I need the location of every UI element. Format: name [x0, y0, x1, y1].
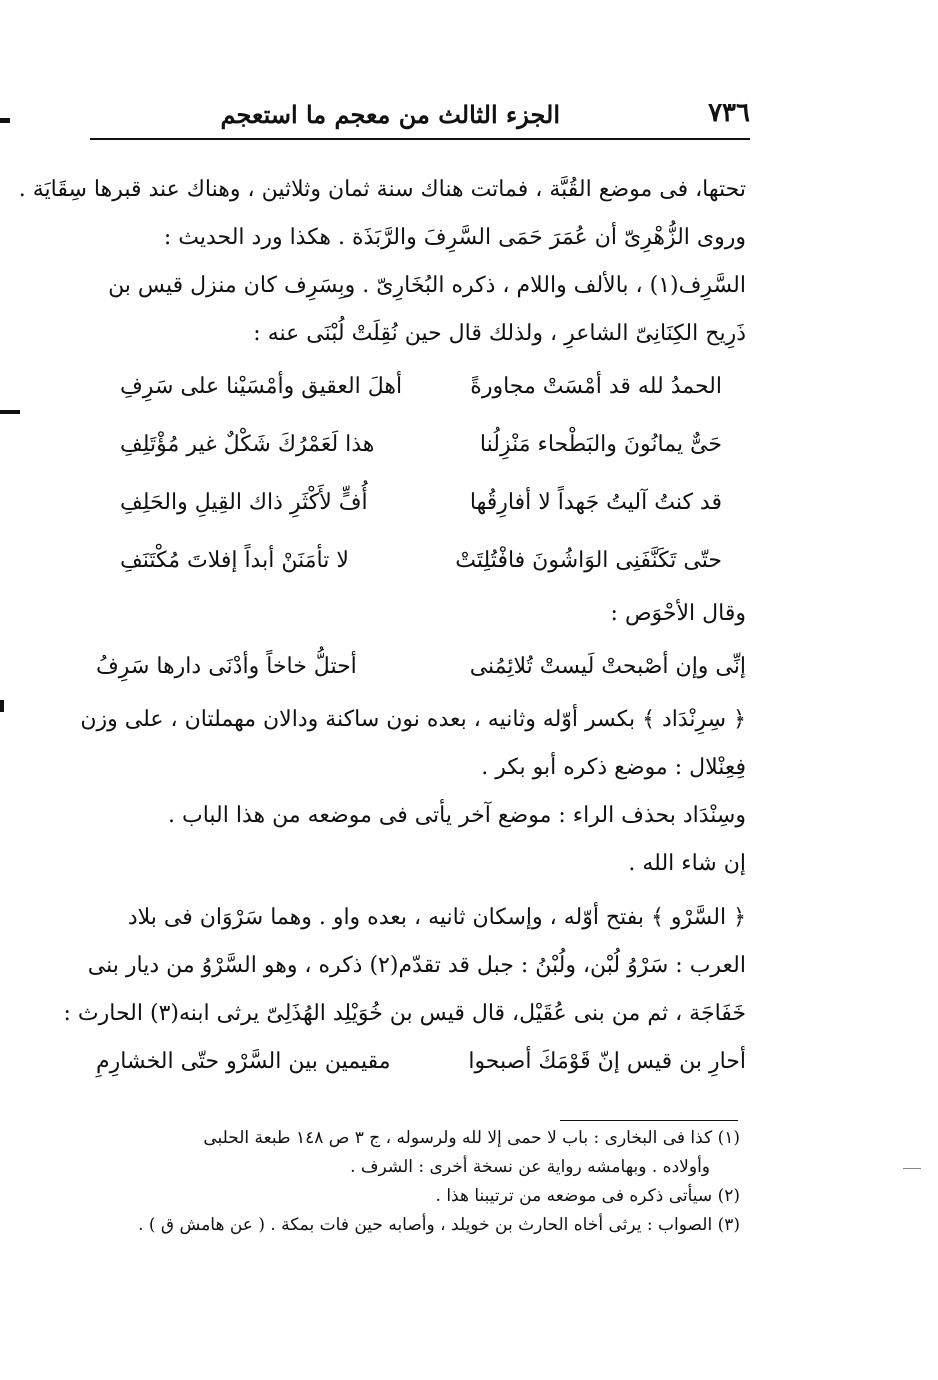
text-line: إن شاء الله .	[628, 851, 746, 876]
text-line: العرب : سَرْوُ لُبْن، ولُبْنُ : جبل قد تقدّم(٢) ذكره ، وهو السَّرْوُ من ديار بنى	[87, 953, 746, 978]
text-line: تحتها، فى موضع القُبَّة ، فماتت هناك سنة ثمان وثلاثين ، وهناك عند قبرها سِقَايَة .	[18, 177, 746, 202]
verse-second-hemistich: هذا لَعَمْرُكَ شَكْلٌ غير مُؤْتَلِفِ	[120, 432, 375, 457]
page-header	[90, 88, 750, 140]
running-title: الجزء الثالث من معجم ما استعجم	[220, 100, 560, 129]
footnote-continuation: وأولاده . وبهامشه رواية عن نسخة أخرى : الشرف .	[350, 1157, 710, 1177]
poem-verse	[96, 638, 746, 696]
text-line: وروى الزُّهْرِىّ أن عُمَرَ حَمَى السَّرِفَ والرَّبَذَة . هكذا ورد الحديث :	[163, 225, 746, 250]
poem-verse	[96, 358, 746, 416]
verse-first-hemistich: الحمدُ لله قد أمْسَتْ مجاورةً	[470, 374, 722, 399]
header-rule	[90, 138, 750, 140]
verse-first-hemistich: قد كنتُ آليتُ جَهداً لا أفارِقُها	[469, 490, 722, 515]
text-line: خَفَاجَة ، ثم من بنى عُقَيْل، قال قيس بن خُوَيْلِد الهُذَلِىّ يرثى ابنه(٣) الحارث :	[63, 1001, 746, 1026]
verse-second-hemistich: لا تأمَنَنْ أبداً إفلاتَ مُكْتَنَفِ	[120, 548, 349, 573]
entry-headword-line: ﴿ السَّرْو ﴾ بفتح أوّله ، وإسكان ثانيه ، بعده واو . وهما سَرْوَان فى بلاد	[127, 905, 746, 930]
text-line: فِعِنْلال : موضع ذكره أبو بكر .	[481, 755, 746, 780]
body-text	[18, 166, 746, 1086]
text-line: وقال الأحْوَص :	[610, 601, 746, 626]
footnote: (٢) سيأتى ذكره فى موضعه من ترتيبنا هذا .	[435, 1186, 740, 1206]
text-line: ذَرِيح الكِنَانِىّ الشاعرِ ، ولذلك قال حين نُقِلَتْ لُبْنَى عنه :	[253, 321, 746, 346]
verse-second-hemistich: مقيمين بين السَّرْو حتّى الخشارِمِ	[96, 1049, 391, 1074]
poem-verse	[96, 474, 746, 532]
entry-headword-line: ﴿ سِرِنْدَاد ﴾ بكسر أوّله وثانيه ، بعده نون ساكنة ودالان مهملتان ، على وزن	[80, 707, 746, 732]
right-margin-mark	[903, 1168, 921, 1169]
left-margin-mark	[0, 410, 20, 414]
left-margin-mark	[0, 700, 4, 712]
footnote-rule	[560, 1120, 738, 1121]
text-line: وسِنْدَاد بحذف الراء : موضع آخر يأتى فى موضعه من هذا الباب .	[168, 803, 746, 828]
verse-first-hemistich: حتّى تَكَنَّفَنِى الوَاشُونَ فافْتُلِتَتْ	[455, 548, 722, 573]
verse-second-hemistich: أهلَ العقيق وأمْسَيْنا على سَرِفِ	[120, 374, 403, 399]
verse-first-hemistich: إنِّى وإن أصْبحتْ لَيستْ تُلائِمُنى	[469, 654, 746, 679]
verse-second-hemistich: أحتلُّ خاخاً وأدْنَى دارها سَرِفُ	[96, 654, 357, 679]
poem-verse	[96, 532, 746, 590]
text-line: السَّرِف(١) ، بالألف واللام ، ذكره البُخَارِىّ . وبِسَرِف كان منزل قيس بن	[108, 273, 746, 298]
poem-verse	[96, 1038, 746, 1086]
left-margin-mark	[0, 118, 10, 123]
verse-first-hemistich: حَىٌّ يمانُونَ والبَطْحاء مَنْزِلُنا	[479, 432, 722, 457]
footnotes	[80, 1124, 740, 1240]
page-number: ٧٣٦	[708, 98, 750, 128]
verse-second-hemistich: أُفٍّ لأَكْثَرِ ذاك القِيلِ والحَلِفِ	[120, 490, 368, 515]
footnote: (٣) الصواب : يرثى أخاه الحارث بن خويلد ، وأصابه حين فات بمكة . ( عن هامش ق ) .	[138, 1215, 740, 1235]
footnote: (١) كذا فى البخارى : باب لا حمى إلا لله ولرسوله ، ج ٣ ص ١٤٨ طبعة الحلبى	[203, 1128, 740, 1148]
poem-verse	[96, 416, 746, 474]
verse-first-hemistich: أحارِ بن قيس إنّ قَوْمَكَ أصبحوا	[468, 1049, 746, 1074]
